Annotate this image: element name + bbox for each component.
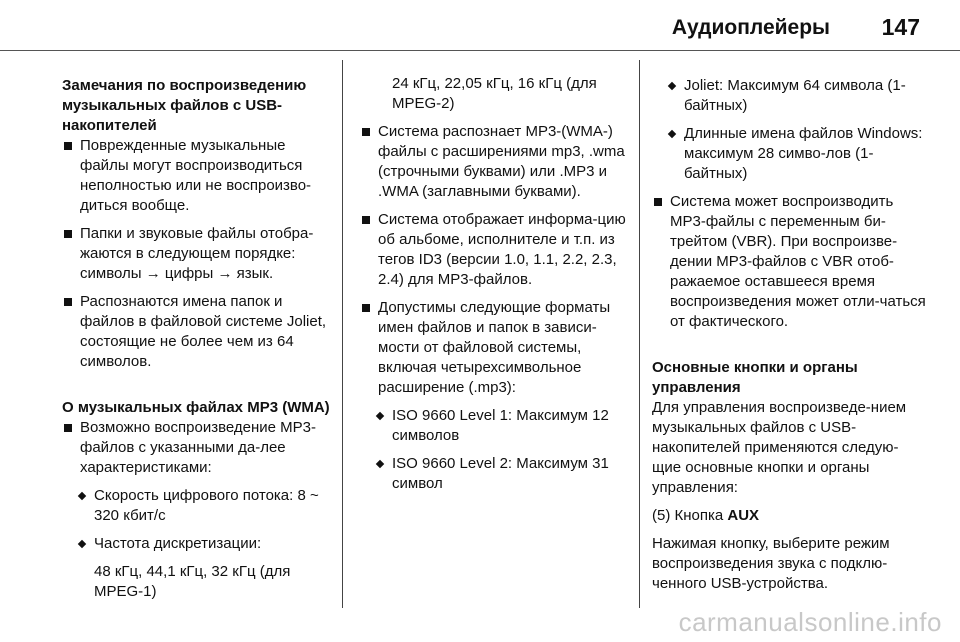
- continuation-text: 48 кГц, 44,1 кГц, 32 кГц (для MPEG-1): [94, 563, 291, 600]
- bullet-item: Система отображает информа-цию об альбоме, исполнителе и т.п. из тегов ID3 (версии 1.0, 1.1, 2.2, 2.3, 2.4) для MP3-файлов.: [360, 210, 628, 290]
- paragraph-aux: [652, 506, 927, 526]
- bullet-item: Возможно воспроизведение MP3-файлов с указанными да-лее характеристиками:: [62, 418, 330, 478]
- section-heading-mp3: О музыкальных файлах MP3 (WMA): [62, 399, 330, 416]
- column-divider-2: [639, 60, 640, 608]
- bullet-item: Папки и звуковые файлы отобра-жаются в следующем порядке: символы → цифры → язык.: [62, 224, 330, 284]
- sub-bullet-item: ISO 9660 Level 1: Максимум 12 символов: [360, 406, 628, 446]
- site-watermark: carmanualsonline.info: [678, 607, 942, 637]
- bullet-item: Допустимы следующие форматы имен файлов и папок в зависи-мости от файловой системы, включая четырехсимвольное расширение (.mp3):: [360, 298, 628, 398]
- spacer: [62, 380, 330, 398]
- bullet-item: Распознаются имена папок и файлов в файловой системе Joliet, состоящие не более чем из 64 символов.: [62, 292, 330, 372]
- sub-bullet-item: ISO 9660 Level 2: Максимум 31 символ: [360, 454, 628, 494]
- sub-bullet-item: Скорость цифрового потока: 8 ~ 320 кбит/с: [62, 486, 330, 526]
- page-title: Аудиоплейеры: [671, 16, 830, 39]
- paragraph: Для управления воспроизведе-нием музыкальных файлов с USB-накопителей применяются следую-щие основные кнопки и органы управления:: [652, 399, 907, 496]
- spacer: [652, 340, 927, 358]
- sub-bullet-item: Joliet: Максимум 64 символа (1-байтных): [652, 76, 927, 116]
- aux-prefix: (5) Кнопка: [652, 507, 728, 524]
- sub-bullet-item: Частота дискретизации:: [62, 534, 330, 554]
- section-heading-controls: Основные кнопки и органы управления: [652, 359, 858, 396]
- page-header: [0, 0, 960, 52]
- column-right: [652, 76, 927, 602]
- sub-bullet-item: Длинные имена файлов Windows: максимум 28 симво-лов (1-байтных): [652, 124, 927, 184]
- paragraph: Нажимая кнопку, выберите режим воспроизведения звука с подклю-ченного USB-устройства.: [652, 535, 890, 592]
- header-divider: [0, 50, 960, 51]
- column-divider-1: [342, 60, 343, 608]
- section-heading-usb-notes: Замечания по воспроизведению музыкальных файлов с USB-накопителей: [62, 77, 307, 134]
- column-left: [62, 76, 330, 610]
- column-middle: [360, 76, 628, 502]
- page-number: 147: [881, 14, 920, 40]
- bullet-item: Поврежденные музыкальные файлы могут воспроизводиться неполностью или не воспроизво-диться вообще.: [62, 136, 330, 216]
- bullet-item: Система может воспроизводить MP3-файлы с переменным би-трейтом (VBR). При воспроизве-дении MP3-файлов с VBR отоб-ражаемое оставшееся время воспроизведения может отли-чаться от фактического.: [652, 192, 927, 332]
- continuation-text: 24 кГц, 22,05 кГц, 16 кГц (для MPEG-2): [392, 75, 597, 112]
- bullet-item: Система распознает MP3-(WMA-) файлы с расширениями mp3, .wma (строчными буквами) или .MP3 и .WMA (заглавными буквами).: [360, 122, 628, 202]
- aux-key-label: AUX: [727, 507, 760, 524]
